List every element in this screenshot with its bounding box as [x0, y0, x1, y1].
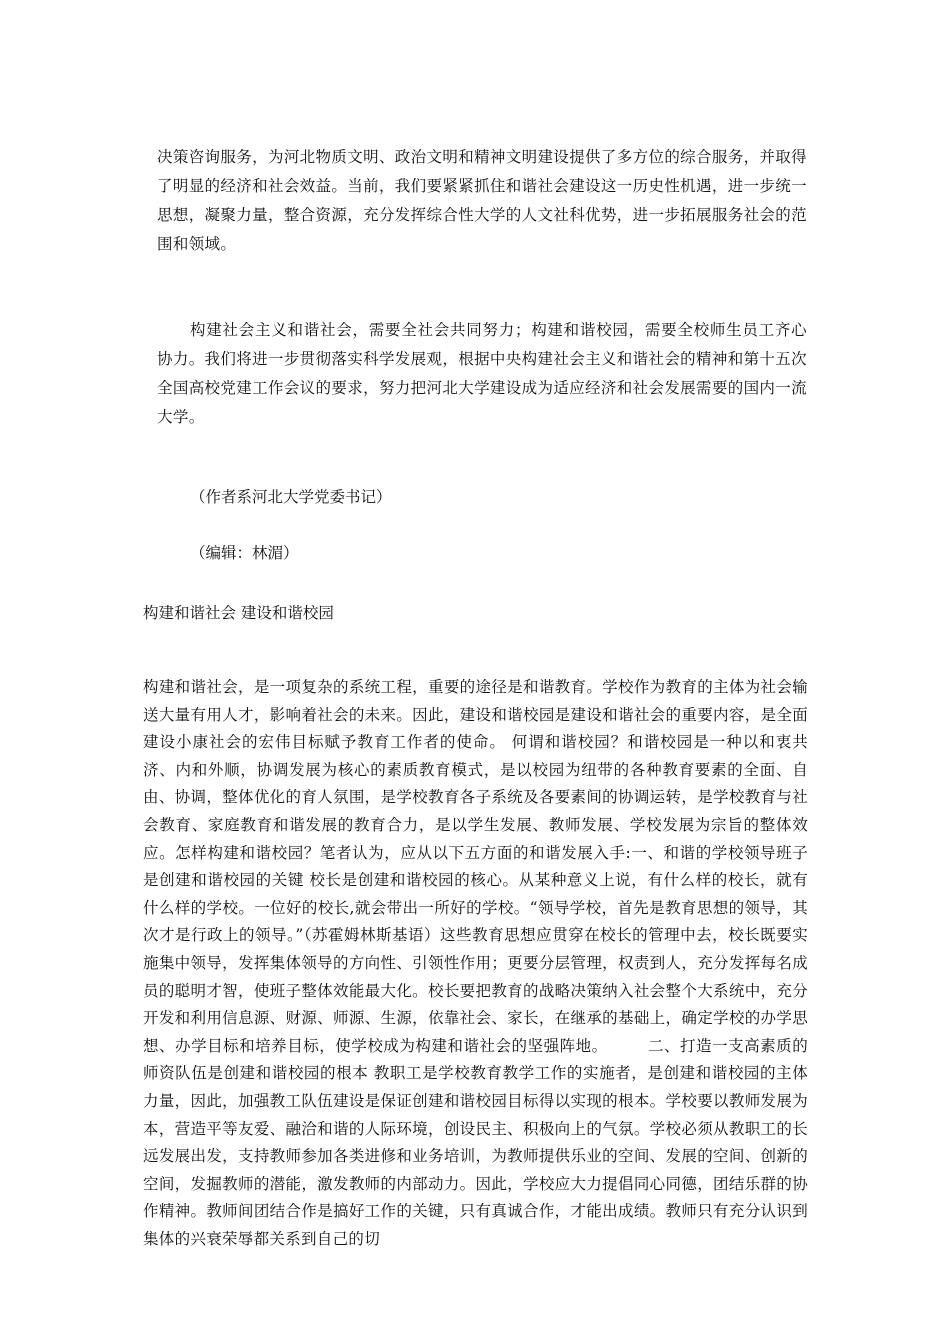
article-title: 构建和谐社会 建设和谐校园	[143, 604, 334, 622]
article-body: 构建和谐社会，是一项复杂的系统工程，重要的途径是和谐教育。学校作为教育的主体为社会输送大量有用人才，影响着社会的未来。因此，建设和谐校园是建设和谐社会的重要内容，是全面建设小康社会的宏伟目标赋予教育工作者的使命。 何谓和谐校园？和谐校园是一种以和衷共济、内和外顺，协调发展为核心的素质教育模式，是以校园为纽带的各种教育要素的全面、自由、协调，整体优化的育人氛围，是学校教育各子系统及各要素间的协调运转，是学校教育与社会教育、家庭教育和谐发展的教育合力，是以学生发展、教师发展、学校发展为宗旨的整体效应。怎样构建和谐校园？笔者认为，应从以下五方面的和谐发展入手:一、和谐的学校领导班子是创建和谐校园的关键 校长是创建和谐校园的核心。从某种意义上说，有什么样的校长，就有什么样的学校。一位好的校长,就会带出一所好的学校。“领导学校，首先是教育思想的领导，其次才是行政上的领导。”（苏霍姆林斯基语）这些教育思想应贯穿在校长的管理中去，校长既要实施集中领导，发挥集体领导的方向性、引领性作用；更要分层管理，权责到人，充分发挥每名成员的聪明才智，使班子整体效能最大化。校长要把教育的战略决策纳入社会整个大系统中，充分开发和利用信息源、财源、师源、生源，依靠社会、家长，在继承的基础上，确定学校的办学思想、办学目标和培养目标，使学校成为构建和谐社会的坚强阵地。 二、打造一支高素质的师资队伍是创建和谐校园的根本 教职工是学校教育教学工作的实施者，是创建和谐校园的主体力量，因此，加强教工队伍建设是保证创建和谐校园目标得以实现的根本。学校要以教师发展为本，营造平等友爱、融洽和谐的人际环境，创设民主、积极向上的气氛。学校必须从教职工的长远发展出发，支持教师参加各类进修和业务培训，为教师提供乐业的空间、发展的空间、创新的空间，发掘教师的潜能，激发教师的内部动力。因此，学校应大力提倡同心同德，团结乐群的协作精神。教师间团结合作是搞好工作的关键，只有真诚合作，才能出成绩。教师只有充分认识到集体的兴衰荣辱都关系到自己的切	[143, 678, 808, 1248]
paragraph-continued: 决策咨询服务，为河北物质文明、政治文明和精神文明建设提供了多方位的综合服务，并取得了明显的经济和社会效益。当前，我们要紧紧抓住和谐社会建设这一历史性机遇，进一步统一思想，凝聚力量，整合资源，充分发挥综合性大学的人文社科优势，进一步拓展服务社会的范围和领域。	[157, 148, 807, 253]
paragraph-harmonious-campus: 构建社会主义和谐社会，需要全社会共同努力；构建和谐校园，需要全校师生员工齐心协力。我们将进一步贯彻落实科学发展观，根据中央构建社会主义和谐社会的精神和第十五次全国高校党建工作会议的要求，努力把河北大学建设成为适应经济和社会发展需要的国内一流大学。	[157, 321, 807, 426]
editor-note: （编辑：林湄）	[190, 544, 299, 562]
author-note: （作者系河北大学党委书记）	[190, 488, 392, 506]
